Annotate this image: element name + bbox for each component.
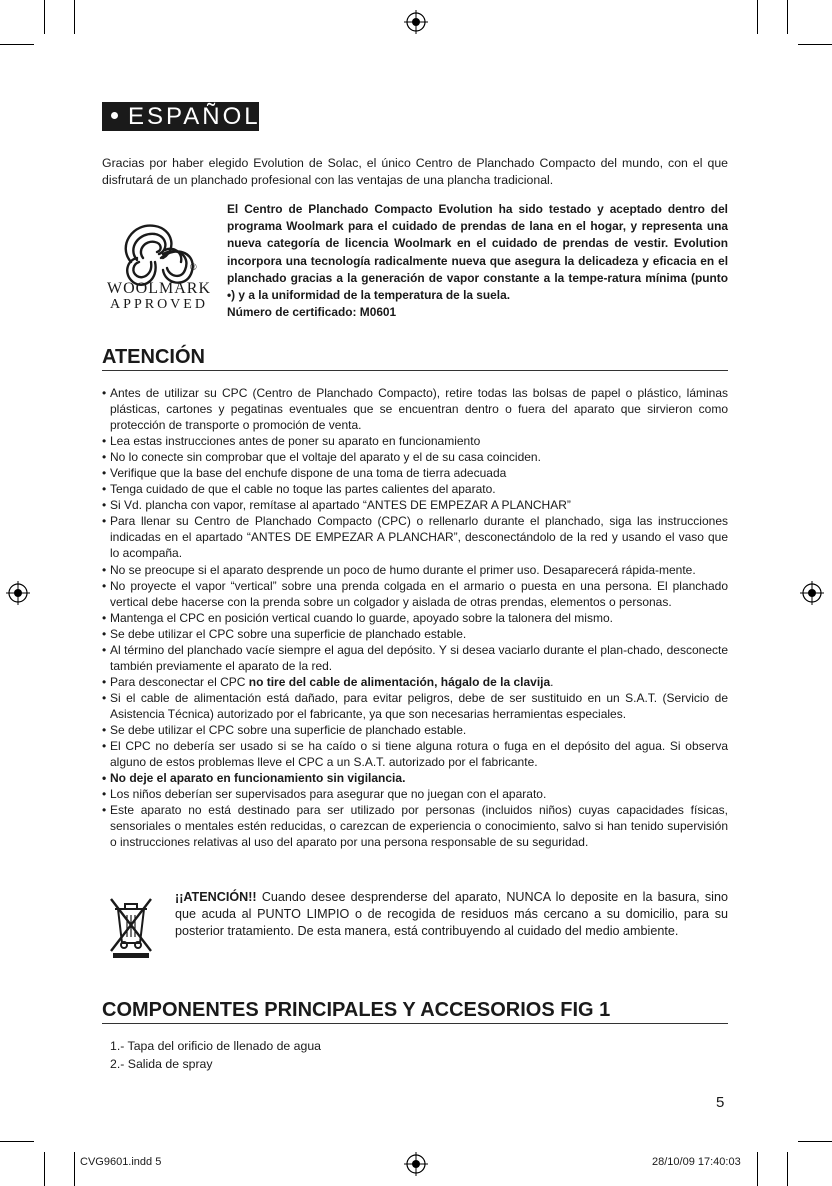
attention-list <box>102 385 728 850</box>
disposal-label: ¡¡ATENCIÓN!! <box>175 890 257 904</box>
list-item: • Se debe utilizar el CPC sobre una superficie de planchado estable. <box>102 626 728 642</box>
crop-mark <box>798 1141 832 1142</box>
crop-mark <box>798 44 832 45</box>
crop-mark <box>787 1152 788 1186</box>
crop-mark <box>74 0 75 34</box>
list-item: • Este aparato no está destinado para ser utilizado por personas (incluidos niños) cuyas capacidades físicas, sensoriales o mentales estén reducidas, o carezcan de experiencia o conocimiento, salvo si han tenido supervisión o instrucciones relativas al uso del aparato por una persona responsable de su seguridad. <box>102 802 728 850</box>
bullet-icon <box>111 112 118 119</box>
list-item: • No proyecte el vapor “vertical” sobre una prenda colgada en el armario o puesta en una persona. El planchado vertical debe hacerse con la prenda sobre un colgador y aislada de otras prendas, elementos o personas. <box>102 578 728 610</box>
list-item: • Lea estas instrucciones antes de poner su aparato en funcionamiento <box>102 433 728 449</box>
crop-mark <box>787 0 788 34</box>
disposal-text: Cuando desee desprenderse del aparato, NUNCA lo deposite en la basura, sino que acuda al PUNTO LIMPIO o de recogida de residuos más cercano a su domicilio, para su posterior tratamiento. De esta manera, está contribuyendo al cuidado del medio ambiente. <box>175 890 728 939</box>
list-item: • No lo conecte sin comprobar que el voltaje del aparato y el de su casa coinciden. <box>102 449 728 465</box>
list-item: • Para llenar su Centro de Planchado Compacto (CPC) o rellenarlo durante el planchado, siga las instrucciones indicadas en el apartado “ANTES DE EMPEZAR A PLANCHAR”, desconectándolo de la red y usando el vaso que lo acompaña. <box>102 513 728 561</box>
crop-mark <box>44 1152 45 1186</box>
list-item: • Si Vd. plancha con vapor, remítase al apartado “ANTES DE EMPEZAR A PLANCHAR” <box>102 497 728 513</box>
woolmark-statement <box>227 201 728 321</box>
slug-file: CVG9601.indd 5 <box>80 1156 162 1168</box>
list-item: • Al término del planchado vacíe siempre el agua del depósito. Y si desea vaciarlo durante el plan-chado, desconecte también previamente el aparato de la red. <box>102 642 728 674</box>
language-label-text: ESPAÑOL <box>128 103 261 130</box>
heading-rule <box>102 1023 728 1024</box>
approved-word: APPROVED <box>110 297 208 312</box>
crop-mark <box>0 44 34 45</box>
crop-mark <box>757 0 758 34</box>
registration-mark-icon <box>404 1152 428 1176</box>
intro-paragraph: Gracias por haber elegido Evolution de Solac, el único Centro de Planchado Compacto del mundo, con el que disfrutará de un planchado profesional con las ventajas de una plancha tradicional. <box>102 156 728 187</box>
registration-mark-icon <box>6 581 30 605</box>
list-item: 1.- Tapa del orificio de llenado de agua <box>110 1039 322 1053</box>
certificate-number: Número de certificado: M0601 <box>227 305 397 320</box>
list-item: • Mantenga el CPC en posición vertical cuando lo guarde, apoyado sobre la talonera del mismo. <box>102 610 728 626</box>
list-item: • Verifique que la base del enchufe dispone de una toma de tierra adecuada <box>102 465 728 481</box>
crop-mark <box>757 1152 758 1186</box>
registration-mark-icon <box>404 10 428 34</box>
list-item: • El CPC no debería ser usado si se ha caído o si tiene alguna rotura o fuga en el depósito del agua. Si observa alguno de estos problemas lleve el CPC a un S.A.T. autorizado por el fabricante. <box>102 738 728 770</box>
list-item-unplug <box>102 674 728 690</box>
page-number: 5 <box>716 1094 725 1111</box>
list-item-bold: • No deje el aparato en funcionamiento sin vigilancia. <box>102 770 728 786</box>
crop-mark <box>44 0 45 34</box>
components-list <box>110 1038 321 1073</box>
list-item: • Se debe utilizar el CPC sobre una superficie de planchado estable. <box>102 722 728 738</box>
unplug-bold: no tire del cable de alimentación, hágalo de la clavija <box>248 674 551 689</box>
list-item: • No se preocupe si el aparato desprende un poco de humo durante el primer uso. Desaparecerá rápida-mente. <box>102 562 728 578</box>
registered-mark: ® <box>190 262 197 272</box>
list-item: • Tenga cuidado de que el cable no toque las partes calientes del aparato. <box>102 481 728 497</box>
slug-date: 28/10/09 17:40:03 <box>652 1156 741 1168</box>
woolmark-statement-text: El Centro de Planchado Compacto Evolution ha sido testado y aceptado dentro del programa Woolmark para el cuidado de prendas de lana en el hogar, y representa una nueva categoría de licencia Woolmark en el cuidado de prendas de vestir. Evolution incorpora una tecnología radicalmente nueva que asegura la delicadeza y eficacia en el planchado gracias a la generación de vapor constante a la tempe-ratura mínima (punto •) y a la uniformidad de la temperatura de la suela. <box>227 202 728 303</box>
components-heading: COMPONENTES PRINCIPALES Y ACCESORIOS FIG 1 <box>102 999 611 1021</box>
crop-mark <box>0 1141 34 1142</box>
list-item: • Si el cable de alimentación está dañado, para evitar peligros, debe de ser sustituido en un S.A.T. (Servicio de Asistencia Técnica) autorizado por el fabricante, ya que son necesarias herramientas especiales. <box>102 690 728 722</box>
attention-heading: ATENCIÓN <box>102 346 205 368</box>
crossed-bin-icon <box>105 893 157 959</box>
crop-mark <box>74 1152 75 1186</box>
language-label <box>102 102 259 131</box>
unplug-prefix: Para desconectar el CPC <box>110 674 249 689</box>
woolmark-word: WOOLMARK <box>107 280 211 297</box>
list-item: 2.- Salida de spray <box>110 1056 213 1071</box>
registration-mark-icon <box>800 581 824 605</box>
heading-rule <box>102 370 728 371</box>
disposal-notice <box>175 889 728 941</box>
unplug-suffix: . <box>550 674 554 689</box>
list-item: • Antes de utilizar su CPC (Centro de Planchado Compacto), retire todas las bolsas de papel o plástico, láminas plásticas, cartones y pegatinas eventuales que se encuentran dentro o fuera del aparato que sirvieron como protección de transporte o promoción de venta. <box>102 385 728 433</box>
list-item: • Los niños deberían ser supervisados para asegurar que no juegan con el aparato. <box>102 786 728 802</box>
